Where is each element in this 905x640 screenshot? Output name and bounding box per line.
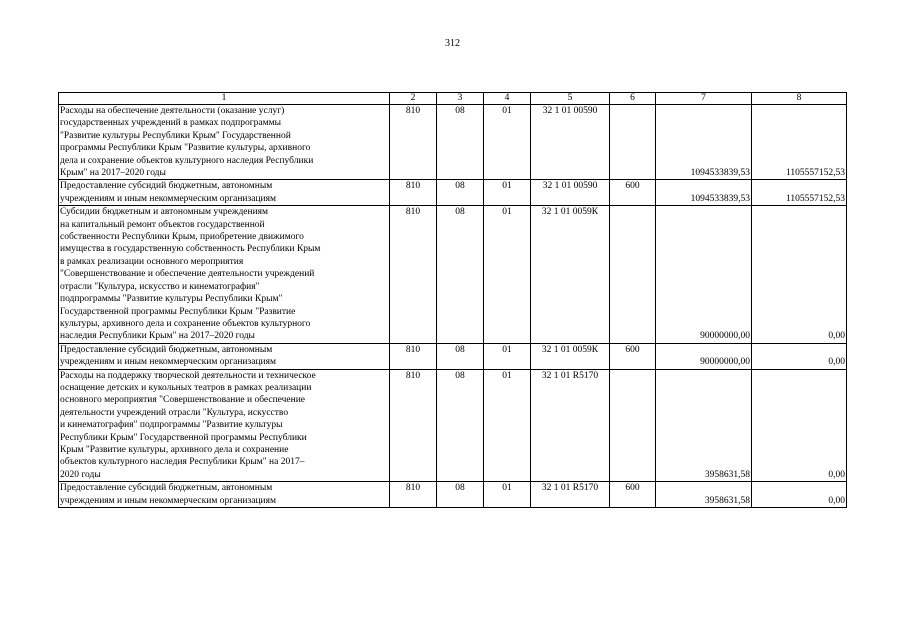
- cell-expense-type: [610, 369, 656, 482]
- cell-amount-col7: 1094533839,53: [656, 180, 752, 206]
- cell-section-code: 08: [437, 482, 484, 508]
- row-description: Расходы на поддержку творческой деятельности и техническое оснащение детских и кукольных театров в рамках реализации основного мероприятия "Совершенствование и обеспечение деятельности учреждений отрасли "Культура, искусство и кинематография" подпрограммы "Развитие культуры Республики Крым" Государственной программы Республики Крым "Развитие культуры, архивного дела и сохранение объектов культурного наследия Республики Крым" на 2017– 2020 годы: [59, 369, 390, 482]
- row-description: Предоставление субсидий бюджетным, автономным учреждениям и иным некоммерческим организациям: [59, 343, 390, 369]
- cell-subsection-code: 01: [484, 105, 531, 180]
- cell-ministry-code: 810: [390, 206, 437, 343]
- row-description: Предоставление субсидий бюджетным, автономным учреждениям и иным некоммерческим организациям: [59, 180, 390, 206]
- header-cell: 4: [484, 93, 531, 105]
- cell-amount-col8: 0,00: [752, 206, 847, 343]
- header-cell: 5: [531, 93, 610, 105]
- cell-target-article: 32 1 01 R5170: [531, 482, 610, 508]
- header-cell: 6: [610, 93, 656, 105]
- cell-subsection-code: 01: [484, 206, 531, 343]
- cell-section-code: 08: [437, 343, 484, 369]
- table-row: [59, 343, 847, 369]
- cell-subsection-code: 01: [484, 343, 531, 369]
- cell-section-code: 08: [437, 180, 484, 206]
- cell-subsection-code: 01: [484, 180, 531, 206]
- cell-amount-col7: 90000000,00: [656, 343, 752, 369]
- cell-amount-col8: 1105557152,53: [752, 105, 847, 180]
- cell-amount-col8: 0,00: [752, 343, 847, 369]
- cell-ministry-code: 810: [390, 105, 437, 180]
- cell-subsection-code: 01: [484, 369, 531, 482]
- table-row: [59, 180, 847, 206]
- cell-amount-col8: 0,00: [752, 482, 847, 508]
- cell-ministry-code: 810: [390, 343, 437, 369]
- cell-subsection-code: 01: [484, 482, 531, 508]
- cell-section-code: 08: [437, 369, 484, 482]
- cell-target-article: 32 1 01 00590: [531, 105, 610, 180]
- table-row: [59, 369, 847, 482]
- cell-target-article: 32 1 01 00590: [531, 180, 610, 206]
- cell-expense-type: [610, 206, 656, 343]
- cell-section-code: 08: [437, 105, 484, 180]
- cell-ministry-code: 810: [390, 482, 437, 508]
- row-description: Расходы на обеспечение деятельности (оказание услуг) государственных учреждений в рамках подпрограммы "Развитие культуры Республики Крым" Государственной программы Республики Крым "Развитие культуры, архивного дела и сохранение объектов культурного наследия Республики Крым" на 2017–2020 годы: [59, 105, 390, 180]
- budget-table: [58, 92, 847, 508]
- cell-amount-col7: 1094533839,53: [656, 105, 752, 180]
- cell-amount-col8: 0,00: [752, 369, 847, 482]
- cell-expense-type: 600: [610, 482, 656, 508]
- cell-expense-type: 600: [610, 180, 656, 206]
- cell-target-article: 32 1 01 R5170: [531, 369, 610, 482]
- page-number: 312: [445, 38, 460, 49]
- cell-amount-col7: 3958631,58: [656, 369, 752, 482]
- row-description: Субсидии бюджетным и автономным учреждениям на капитальный ремонт объектов государственной собственности Республики Крым, приобретение движимого имущества в государственную собственность Республики Крым в рамках реализации основного мероприятия "Совершенствование и обеспечение деятельности учреждений отрасли "Культура, искусство и кинематография" подпрограммы "Развитие культуры Республики Крым" Государственной программы Республики Крым "Развитие культуры, архивного дела и сохранение объектов культурного наследия Республики Крым" на 2017–2020 годы: [59, 206, 390, 343]
- header-cell: 7: [656, 93, 752, 105]
- cell-amount-col7: 90000000,00: [656, 206, 752, 343]
- cell-section-code: 08: [437, 206, 484, 343]
- cell-target-article: 32 1 01 0059К: [531, 206, 610, 343]
- row-description: Предоставление субсидий бюджетным, автономным учреждениям и иным некоммерческим организациям: [59, 482, 390, 508]
- header-cell: 3: [437, 93, 484, 105]
- cell-ministry-code: 810: [390, 180, 437, 206]
- cell-target-article: 32 1 01 0059К: [531, 343, 610, 369]
- cell-amount-col8: 1105557152,53: [752, 180, 847, 206]
- table-header-row: [59, 93, 847, 105]
- table-row: [59, 105, 847, 180]
- header-cell: 8: [752, 93, 847, 105]
- table-row: [59, 206, 847, 343]
- table-row: [59, 482, 847, 508]
- header-cell: 1: [59, 93, 390, 105]
- cell-amount-col7: 3958631,58: [656, 482, 752, 508]
- cell-expense-type: [610, 105, 656, 180]
- header-cell: 2: [390, 93, 437, 105]
- cell-ministry-code: 810: [390, 369, 437, 482]
- cell-expense-type: 600: [610, 343, 656, 369]
